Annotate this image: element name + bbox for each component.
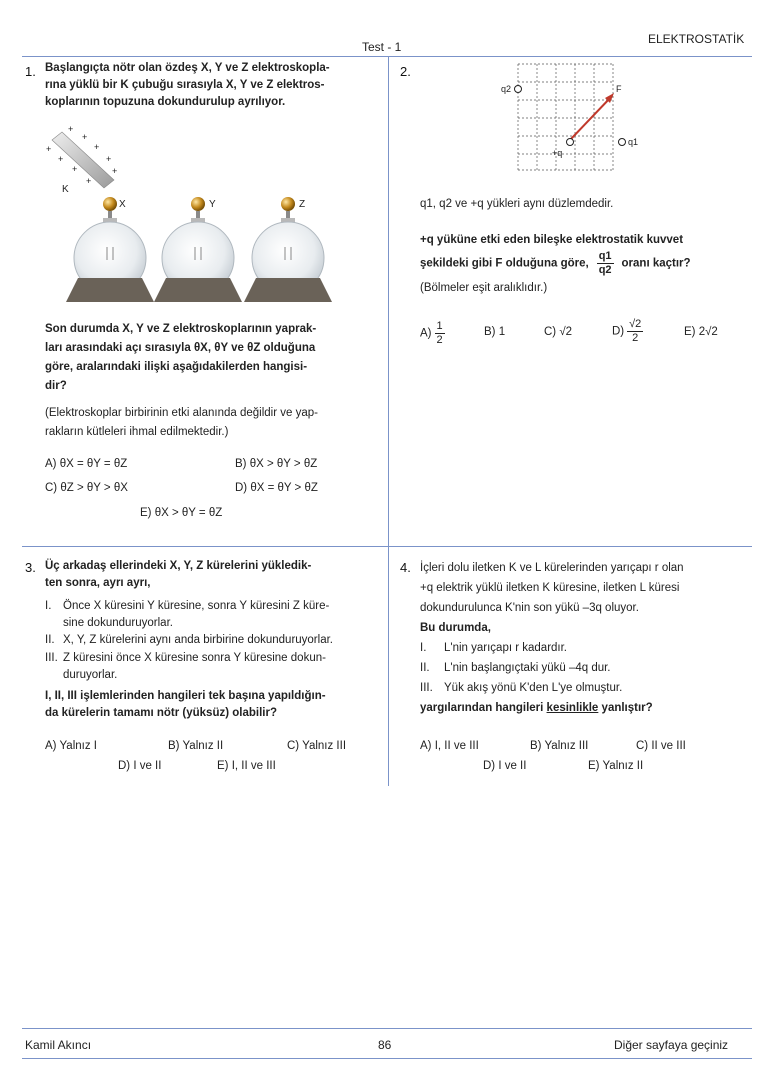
footer-rule	[22, 1028, 752, 1029]
q2-option-e[interactable]: E) 2√2	[684, 326, 718, 338]
q3-option-a[interactable]: A) Yalnız I	[45, 740, 97, 752]
q2-grid-figure	[498, 62, 648, 182]
page-number: 86	[378, 1038, 392, 1052]
q1-option-c[interactable]: C) θZ > θY > θX	[45, 482, 128, 494]
q4-lead: Bu durumda,	[420, 622, 491, 634]
q2-note: (Bölmeler eşit aralıklıdır.)	[420, 282, 548, 294]
q2-statement: q1, q2 ve +q yükleri aynı düzlemdedir.	[420, 198, 614, 210]
electroscope-y	[154, 197, 242, 302]
q3-item-3-num: III.	[45, 652, 58, 664]
q3-item-1-text: Önce X küresini Y küresine, sonra Y küresini Z küre- sine dokunduruyorlar.	[63, 600, 330, 629]
q3-item-2-num: II.	[45, 634, 55, 646]
q2-question-line2: şekildeki gibi F olduğuna göre, $\frac{q1}{q2}$ oranı kaçtır?	[420, 250, 691, 276]
force-arrow	[570, 96, 612, 140]
svg-text:K: K	[62, 184, 69, 195]
header-rule	[22, 56, 752, 57]
q1-option-e[interactable]: E) θX > θY = θZ	[140, 507, 223, 519]
q3-option-c[interactable]: C) Yalnız III	[287, 740, 347, 752]
svg-text:X: X	[119, 199, 126, 210]
svg-text:Z: Z	[299, 199, 306, 210]
q3-intro: Üç arkadaş ellerindeki X, Y, Z kürelerini yükledik- ten sonra, ayrı ayrı,	[45, 560, 312, 589]
q2-option-d[interactable]: D) $\frac{√2}{2}$	[612, 318, 642, 344]
q3-item-2-text: X, Y, Z kürelerini aynı anda birbirine dokunduruyorlar.	[63, 634, 333, 646]
charged-rod-K	[46, 124, 117, 188]
svg-text:q1: q1	[628, 137, 639, 147]
q1-option-d[interactable]: D) θX = θY > θZ	[235, 482, 318, 494]
svg-text:+: +	[112, 166, 118, 176]
q4-option-a[interactable]: A) I, II ve III	[420, 740, 479, 752]
q4-item-1-num: I.	[420, 642, 427, 654]
q3-number: 3.	[25, 560, 36, 575]
test-label: Test - 1	[362, 40, 402, 54]
svg-text:+: +	[82, 132, 88, 142]
svg-text:F: F	[616, 84, 622, 94]
svg-text:+: +	[68, 124, 74, 134]
q2-option-a[interactable]: A) $\frac{1}{2}$	[420, 320, 443, 346]
mid-rule	[22, 546, 752, 547]
q3-item-1-num: I.	[45, 600, 52, 612]
column-divider	[388, 56, 389, 786]
q1-option-b[interactable]: B) θX > θY > θZ	[235, 458, 318, 470]
q1-electroscope-figure	[42, 122, 342, 304]
q3-option-e[interactable]: E) I, II ve III	[217, 760, 276, 772]
q4-item-3-text: Yük akış yönü K'den L'ye olmuştur.	[444, 682, 623, 694]
q2-option-b[interactable]: B) 1	[484, 326, 506, 338]
q4-option-e[interactable]: E) Yalnız II	[588, 760, 644, 772]
electroscope-z	[244, 197, 332, 302]
q2-option-c[interactable]: C) √2	[544, 326, 573, 338]
svg-text:+: +	[46, 144, 52, 154]
svg-text:+: +	[86, 176, 92, 186]
next-page-note: Diğer sayfaya geçiniz	[614, 1038, 729, 1052]
q4-item-2-num: II.	[420, 662, 430, 674]
q2-question-line1: +q yüküne etki eden bileşke elektrostatik kuvvet	[420, 234, 684, 246]
svg-text:+q: +q	[552, 148, 563, 158]
q4-option-d[interactable]: D) I ve II	[483, 760, 527, 772]
q4-question: yargılarından hangileri kesinlikle yanlıştır?	[420, 702, 653, 714]
q1-option-a[interactable]: A) θX = θY = θZ	[45, 458, 128, 470]
q1-question: Son durumda X, Y ve Z elektroskoplarının yaprak- ları arasındaki açı sırasıyla θX, θY ve θZ olduğuna göre, aralarındaki ilişki aşağıdakilerden hangisi- dir?	[45, 323, 317, 392]
svg-text:+: +	[72, 164, 78, 174]
electroscope-x	[66, 197, 154, 302]
svg-text:+: +	[94, 142, 100, 152]
svg-text:+: +	[106, 154, 112, 164]
q4-item-3-num: III.	[420, 682, 433, 694]
q1-number: 1.	[25, 64, 36, 79]
q4-intro: İçleri dolu iletken K ve L kürelerinden yarıçapı r olan +q elektrik yüklü iletken K küresine, iletken L küresi dokundurulunca K'nin son yükü –3q oluyor.	[420, 562, 684, 614]
svg-text:q2: q2	[501, 84, 512, 94]
q4-item-2-text: L'nin başlangıçtaki yükü –4q dur.	[444, 662, 611, 674]
q2-number: 2.	[400, 64, 411, 79]
footer-author: Kamil Akıncı	[25, 1038, 92, 1052]
q3-question: I, II, III işlemlerinden hangileri tek başına yapıldığın- da kürelerin tamamı nötr (yüksüz) olabilir?	[45, 690, 326, 719]
q3-item-3-text: Z küresini önce X küresine sonra Y küresine dokun- duruyorlar.	[63, 652, 326, 681]
q4-option-b[interactable]: B) Yalnız III	[530, 740, 589, 752]
q3-option-d[interactable]: D) I ve II	[118, 760, 162, 772]
q4-item-1-text: L'nin yarıçapı r kadardır.	[444, 642, 568, 654]
svg-text:+: +	[58, 154, 64, 164]
subject-title: ELEKTROSTATİK	[648, 32, 745, 46]
q1-intro: Başlangıçta nötr olan özdeş X, Y ve Z elektroskopla- rına yüklü bir K çubuğu sırasıyla X, Y ve Z elektros- koplarının topuzuna dokundurulup ayrılıyor.	[45, 62, 330, 108]
q3-option-b[interactable]: B) Yalnız II	[168, 740, 224, 752]
footer-bottom-rule	[22, 1058, 752, 1059]
q1-note: (Elektroskoplar birbirinin etki alanında değildir ve yap- rakların kütleleri ihmal edilmektedir.)	[45, 407, 318, 438]
svg-text:Y: Y	[209, 199, 216, 210]
q4-option-c[interactable]: C) II ve III	[636, 740, 686, 752]
q4-number: 4.	[400, 560, 411, 575]
